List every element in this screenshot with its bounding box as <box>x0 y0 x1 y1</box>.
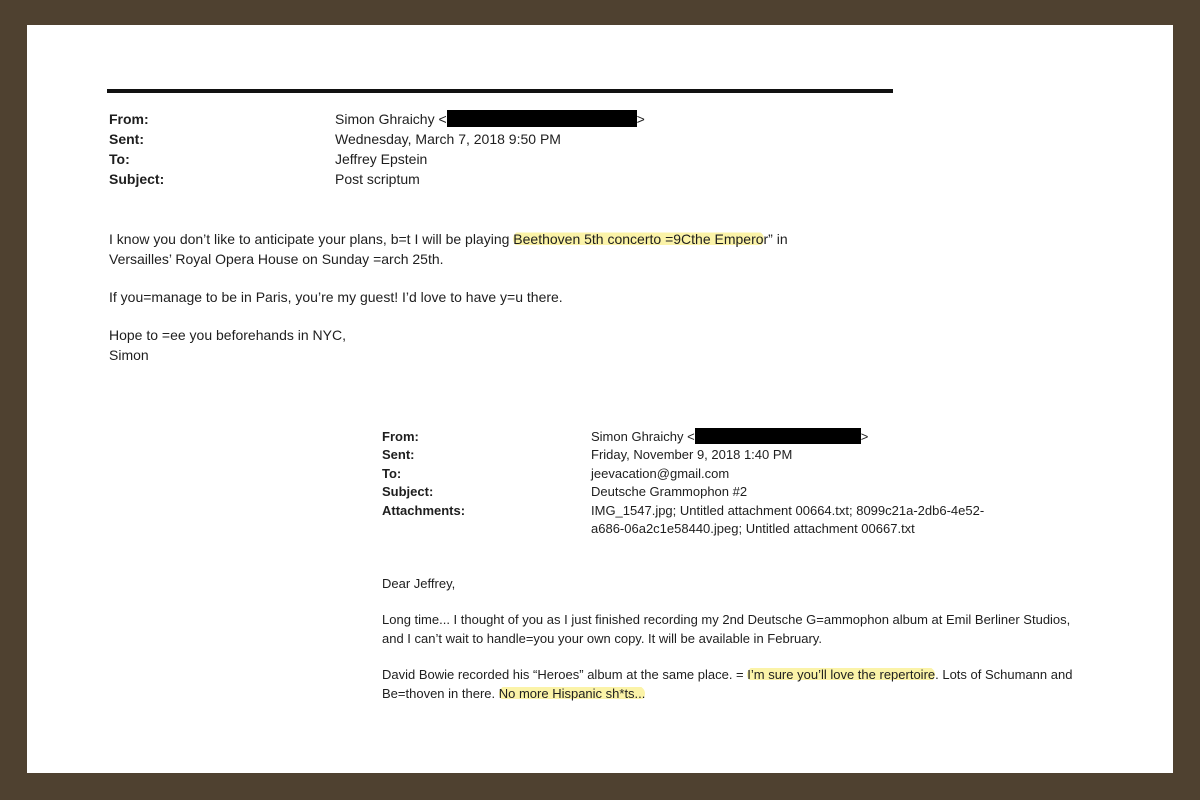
email1-paragraph <box>109 287 1009 307</box>
email1-from-tail: > <box>636 111 645 127</box>
header-rule <box>107 89 893 93</box>
email2-from-label: From: <box>382 429 419 444</box>
highlighted-text: I’m sure you’ll love the repertoire <box>747 667 936 682</box>
email1-p1-line2: Versailles’ Royal Opera House on Sunday =arch 25th. <box>109 251 444 267</box>
email2-greeting <box>382 574 1122 593</box>
redaction-bar <box>695 428 861 444</box>
email1-from-name: Simon Ghraichy < <box>335 111 447 127</box>
email2-p2-mid: . Lots of Schumann and <box>935 667 1073 682</box>
email2-body <box>382 574 1122 720</box>
email2-p1-line2: and I can’t wait to handle=you your own copy. It will be available in February. <box>382 631 822 646</box>
email2-p2-start: David Bowie recorded his “Heroes” album at the same place. = <box>382 667 748 682</box>
email2-sent-value: Friday, November 9, 2018 1:40 PM <box>591 447 793 463</box>
email1-from-label: From: <box>109 111 149 127</box>
email2-attachments-line2: a686-06a2c1e58440.jpeg; Untitled attachment 00667.txt <box>591 520 915 536</box>
email2-attachments-line1: IMG_1547.jpg; Untitled attachment 00664.txt; 8099c21a-2db6-4e52- <box>591 502 985 518</box>
email2-p2-line2: Be=thoven in there. <box>382 686 499 701</box>
email1-subject-label: Subject: <box>109 171 165 187</box>
email1-signature: Simon <box>109 347 149 363</box>
email2-subject-value: Deutsche Grammophon #2 <box>591 484 748 500</box>
email1-to-label: To: <box>109 151 130 167</box>
email1-signoff <box>109 325 1009 365</box>
email2-attachments-value <box>591 502 984 539</box>
email1-body <box>109 229 1009 383</box>
highlighted-text: Beethoven 5th concerto =9Cthe Empero <box>513 231 764 247</box>
email2-paragraph <box>382 665 1122 703</box>
email1-sent-label: Sent: <box>109 131 144 147</box>
email1-from-value <box>335 109 645 129</box>
email1-subject-value: Post scriptum <box>335 171 420 187</box>
email2-attachments-label: Attachments: <box>382 502 466 518</box>
email1-p1-start: I know you don’t like to anticipate your plans, b=t I will be playing <box>109 231 514 247</box>
email1-to-value: Jeffrey Epstein <box>335 151 428 167</box>
email2-paragraph <box>382 610 1122 648</box>
email2-from-value <box>591 428 868 446</box>
email2-to-label: To: <box>382 465 402 481</box>
highlighted-text: No more Hispanic sh*ts... <box>498 686 646 701</box>
email2-from-name: Simon Ghraichy < <box>591 429 695 444</box>
email1-sent-value: Wednesday, March 7, 2018 9:50 PM <box>335 131 561 147</box>
email2-sent-label: Sent: <box>382 447 415 463</box>
document-page <box>27 25 1173 773</box>
redaction-bar <box>447 110 637 127</box>
email2-from-tail: > <box>860 429 869 444</box>
email2-subject-label: Subject: <box>382 484 434 500</box>
email2-greeting-text: Dear Jeffrey, <box>382 576 456 591</box>
email1-p1-end: r” in <box>763 231 788 247</box>
email2-to-value: jeevacation@gmail.com <box>591 465 730 481</box>
email1-paragraph <box>109 229 1009 269</box>
email2-p1-line1: Long time... I thought of you as I just finished recording my 2nd Deutsche G=ammophon album at Emil Berliner Studios, <box>382 612 1071 627</box>
email1-p3-line1: Hope to =ee you beforehands in NYC, <box>109 327 346 343</box>
email1-p2: If you=manage to be in Paris, you’re my guest! I’d love to have y=u there. <box>109 289 563 305</box>
